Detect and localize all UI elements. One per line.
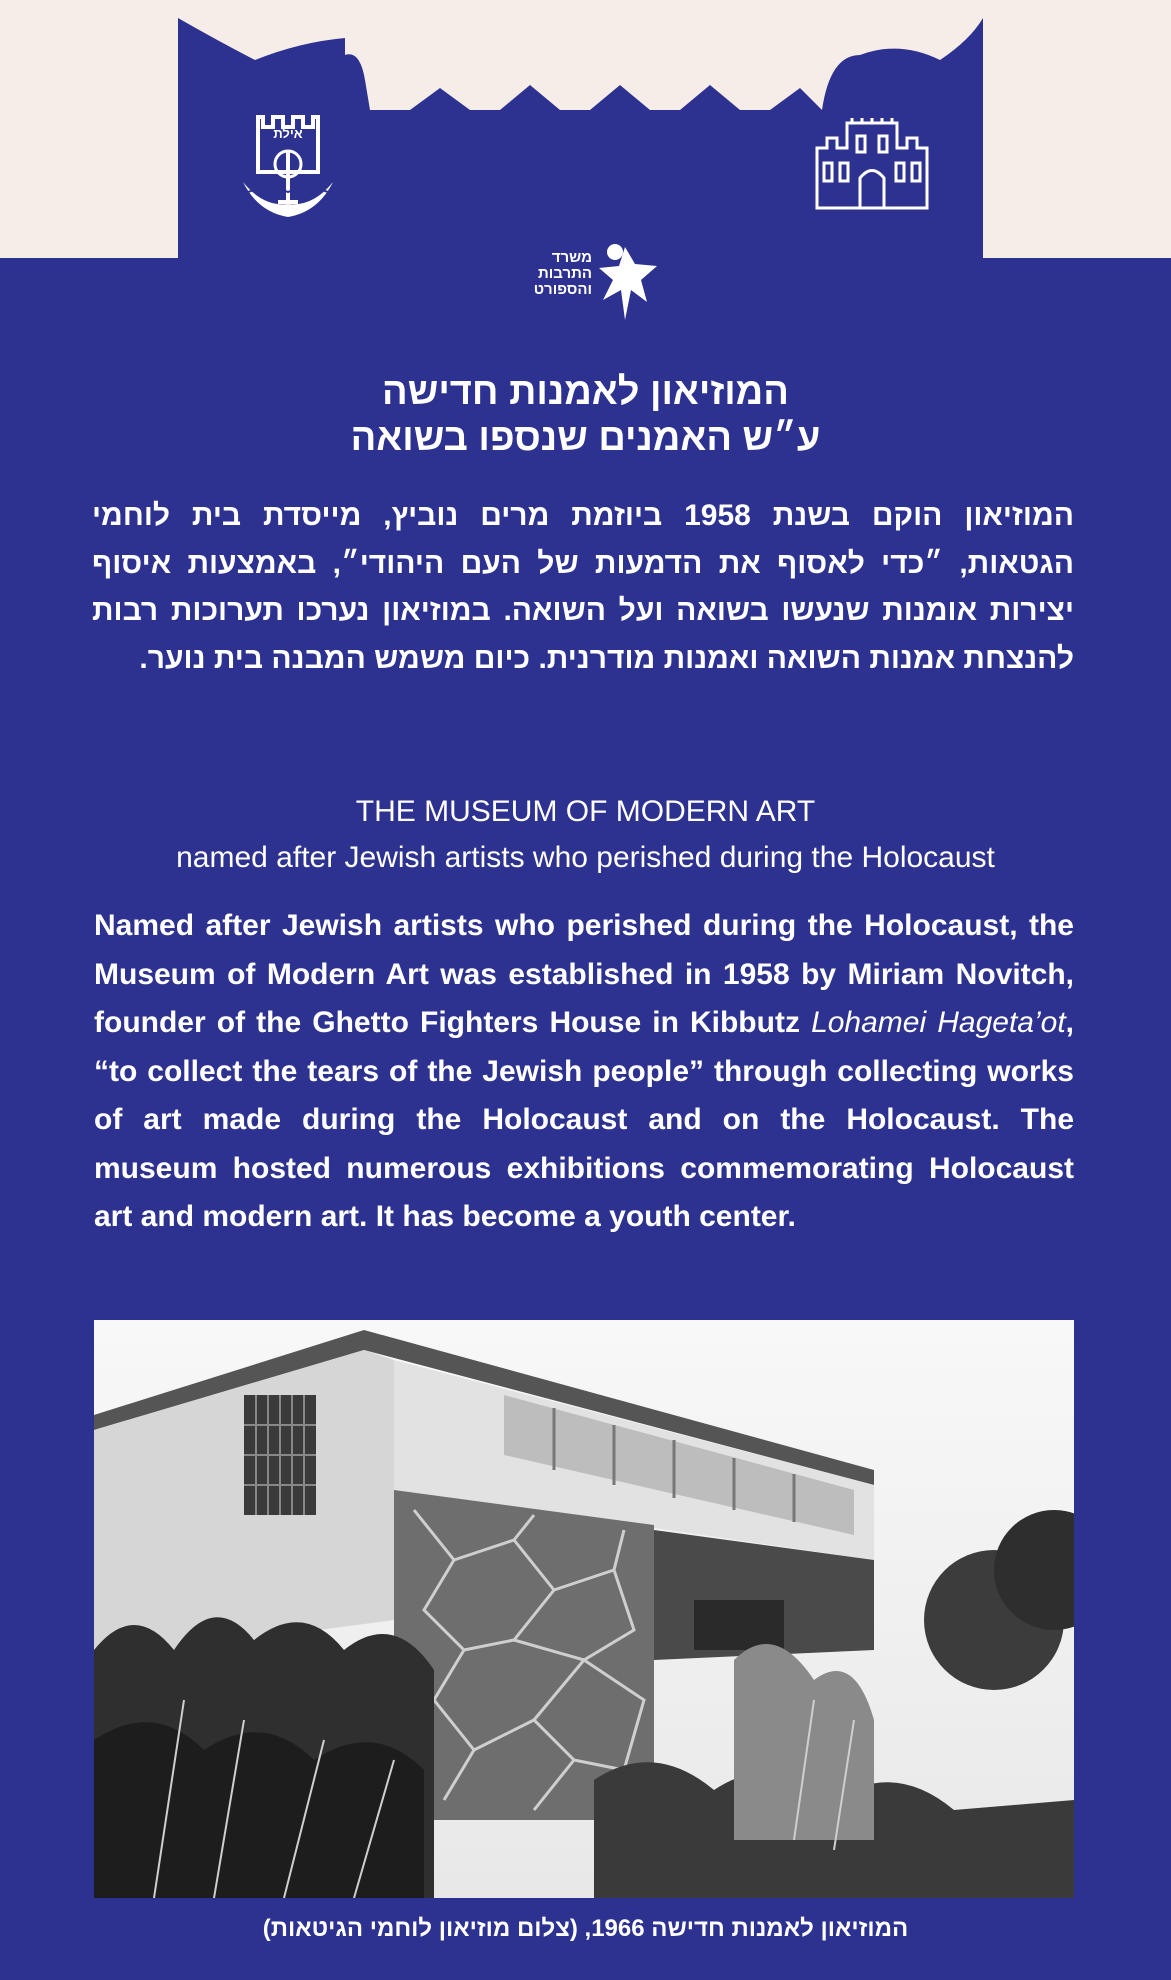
english-subtitle: named after Jewish artists who perished during the Holocaust xyxy=(176,841,995,874)
eilat-emblem-text: אילת xyxy=(273,126,303,141)
photo-caption: המוזיאון לאמנות חדישה 1966, (צלום מוזיאון לוחמי הגיטאות) xyxy=(262,1915,909,1942)
ministry-caption-line3: והספורט xyxy=(533,280,592,298)
english-title: THE MUSEUM OF MODERN ART xyxy=(355,795,816,828)
header-banner xyxy=(0,0,1171,330)
heritage-council-building-icon xyxy=(812,118,932,210)
english-body-italic: Lohamei Hageta’ot xyxy=(811,1006,1066,1039)
english-body-part2: , “to collect the tears of the Jewish people” through collecting works of art made during the Holocaust and on the Holocaust. The museum hosted numerous exhibitions commemorating Holocaust art and modern art. It has become a youth center. xyxy=(94,1006,1075,1233)
hebrew-title-line1: המוזיאון לאמנות חדישה xyxy=(382,371,789,413)
hebrew-title-line2: ע״ש האמנים שנספו בשואה xyxy=(350,416,821,459)
museum-photo xyxy=(94,1320,1074,1898)
hebrew-body-text: המוזיאון הוקם בשנת 1958 ביוזמת מרים נוביץ, מייסדת בית לוחמי הגטאות, ״כדי לאסוף את הדמעות של העם היהודי״, באמצעות איסוף יצירות אומנות שנעשו בשואה ועל השואה. במוזיאון נערכו תערוכות רבות להנצחת אמנות השואה ואמנות מודרנית. כיום משמש המבנה בית נוער. xyxy=(92,499,1075,675)
ministry-star-icon xyxy=(595,242,665,324)
council-caption-line2: אתרי מורשת בישראל xyxy=(817,236,933,252)
english-body-part1: Named after Jewish artists who perished during the Holocaust, the Museum of Modern Art was established in 1958 by Miriam Novitch, founder of the Ghetto Fighters House in Kibbutz xyxy=(94,909,1074,1039)
hebrew-body xyxy=(92,492,1074,682)
hebrew-title xyxy=(0,370,1171,461)
heritage-council-caption xyxy=(780,218,970,253)
ministry-caption xyxy=(520,250,592,297)
eilat-caption: עיריית אילת xyxy=(242,232,334,251)
council-caption-line1: מועצה לשימור xyxy=(836,219,914,234)
english-body xyxy=(94,902,1074,1242)
ministry-caption-line2: התרבות xyxy=(538,264,592,282)
ministry-caption-line1: משרד xyxy=(551,249,592,266)
museum-building-photo xyxy=(94,1320,1074,1898)
